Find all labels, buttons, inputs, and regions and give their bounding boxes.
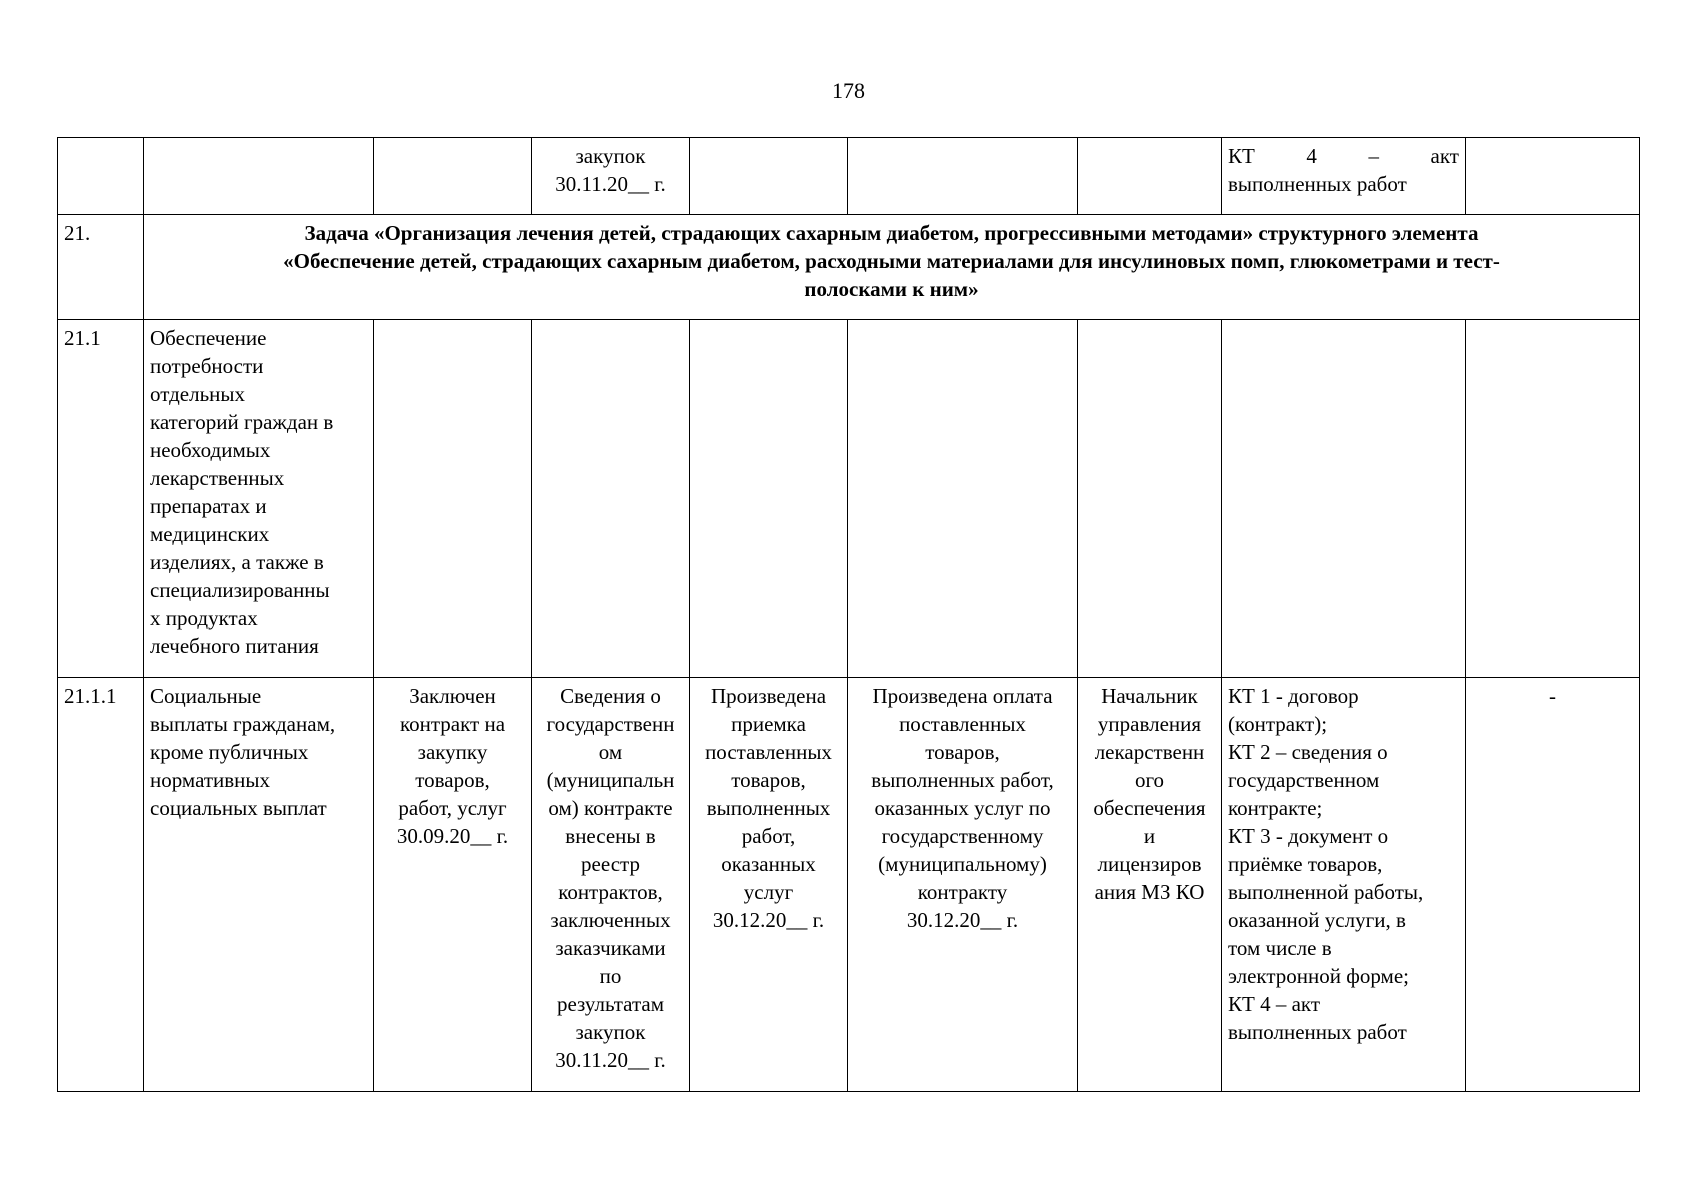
cell-note: -	[1466, 678, 1640, 1092]
cell-control-points: КТ 4 – акт выполненных работ	[1222, 138, 1466, 215]
row-number: 21.1	[58, 320, 144, 678]
cell-empty	[1078, 138, 1222, 215]
cell-event-name: Обеспечение потребности отдельных категорий граждан в необходимых лекарственных препаратах и медицинских изделиях, а также в специализированны х продуктах лечебного питания	[144, 320, 374, 678]
row-number: 21.	[58, 215, 144, 320]
table-row-21-1	[58, 320, 1640, 678]
task-title: Задача «Организация лечения детей, страдающих сахарным диабетом, прогрессивными методами» структурного элемента «Обеспечение детей, страдающих сахарным диабетом, расходными материалами для инсулиновых помп, глюкометрами и тест- полосками к ним»	[144, 215, 1640, 320]
cell-empty	[58, 138, 144, 215]
cell-empty	[848, 320, 1078, 678]
cell-payment: Произведена оплата поставленных товаров, выполненных работ, оказанных услуг по государственному (муниципальному) контракту 30.12.20__ г.	[848, 678, 1078, 1092]
cell-empty	[848, 138, 1078, 215]
cell-empty	[532, 320, 690, 678]
cell-empty	[374, 320, 532, 678]
cell-empty	[1078, 320, 1222, 678]
cell-empty	[1466, 138, 1640, 215]
plan-table	[57, 137, 1640, 1092]
table-row-21-1-1	[58, 678, 1640, 1092]
page-number: 178	[832, 78, 865, 103]
row-number: 21.1.1	[58, 678, 144, 1092]
cell-event-name: Социальные выплаты гражданам, кроме публичных нормативных социальных выплат	[144, 678, 374, 1092]
cell-empty	[1466, 320, 1640, 678]
cell-empty	[690, 138, 848, 215]
cell-empty	[1222, 320, 1466, 678]
cell-empty	[144, 138, 374, 215]
cell-empty	[690, 320, 848, 678]
table-row-continuation	[58, 138, 1640, 215]
cell-registry-date: закупок 30.11.20__ г.	[532, 138, 690, 215]
table-row-task-21	[58, 215, 1640, 320]
cell-registry-info: Сведения о государственн ом (муниципальн ом) контракте внесены в реестр контрактов, заключенных заказчиками по результатам закупок 30.11.20__ г.	[532, 678, 690, 1092]
cell-empty	[374, 138, 532, 215]
cell-acceptance: Произведена приемка поставленных товаров, выполненных работ, оказанных услуг 30.12.20__ г.	[690, 678, 848, 1092]
cell-responsible: Начальник управления лекарственн ого обеспечения и лицензиров ания МЗ КО	[1078, 678, 1222, 1092]
cell-contract-concluded: Заключен контракт на закупку товаров, работ, услуг 30.09.20__ г.	[374, 678, 532, 1092]
cell-control-points: КТ 1 - договор (контракт); КТ 2 – сведения о государственном контракте; КТ 3 - документ о приёмке товаров, выполненной работы, оказанной услуги, в том числе в электронной форме; КТ 4 – акт выполненных работ	[1222, 678, 1466, 1092]
